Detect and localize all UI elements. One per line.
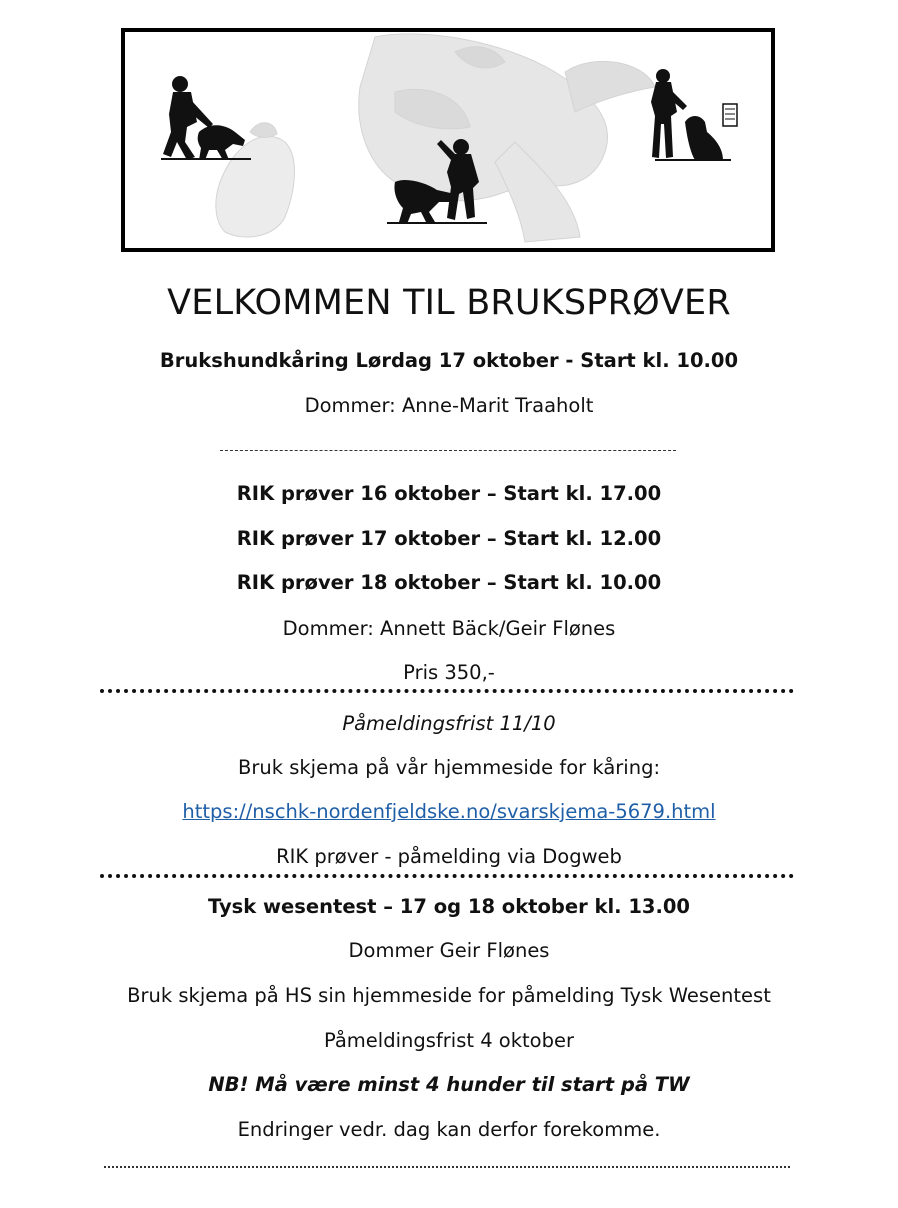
rik-price: Pris 350,- xyxy=(403,661,495,684)
tw-change-note: Endringer vedr. dag kan derfor forekomme. xyxy=(237,1118,661,1141)
rik-item-1: RIK prøver 16 oktober – Start kl. 17.00 xyxy=(236,482,662,505)
dotted-divider-1 xyxy=(100,689,794,693)
tw-minimum-note: NB! Må være minst 4 hunder til start på TW xyxy=(208,1073,690,1096)
registration-deadline: Påmeldingsfrist 11/10 xyxy=(342,712,556,735)
faded-dog-head-graphic xyxy=(216,34,655,242)
tw-judge: Dommer Geir Flønes xyxy=(348,939,550,962)
handler-with-sitting-dog-silhouette xyxy=(651,69,737,161)
handler-with-dog-left-silhouette xyxy=(161,76,251,160)
karing-heading: Brukshundkåring Lørdag 17 oktober - Start kl. 10.00 xyxy=(159,349,739,372)
page-title: VELKOMMEN TIL BRUKSPRØVER xyxy=(167,283,731,323)
karing-judge: Dommer: Anne-Marit Traaholt xyxy=(304,394,594,417)
header-banner-image xyxy=(121,28,775,252)
tw-instruction: Bruk skjema på HS sin hjemmeside for påmelding Tysk Wesentest xyxy=(127,984,771,1007)
dotted-divider-2 xyxy=(100,874,794,878)
rik-item-3: RIK prøver 18 oktober – Start kl. 10.00 xyxy=(236,571,662,594)
rik-item-2: RIK prøver 17 oktober – Start kl. 12.00 xyxy=(236,527,662,550)
tw-heading: Tysk wesentest – 17 og 18 oktober kl. 13.00 xyxy=(207,895,690,918)
bottom-dotted-rule xyxy=(104,1166,790,1168)
rik-registration-note: RIK prøver - påmelding via Dogweb xyxy=(276,845,622,868)
rik-judge: Dommer: Annett Bäck/Geir Flønes xyxy=(282,617,616,640)
registration-instruction: Bruk skjema på vår hjemmeside for kåring: xyxy=(237,756,661,779)
dashed-separator xyxy=(220,450,676,451)
tw-deadline: Påmeldingsfrist 4 oktober xyxy=(323,1029,575,1052)
registration-link-row xyxy=(0,800,898,823)
registration-form-link[interactable]: https://nschk-nordenfjeldske.no/svarskjema-5679.html xyxy=(182,800,716,823)
